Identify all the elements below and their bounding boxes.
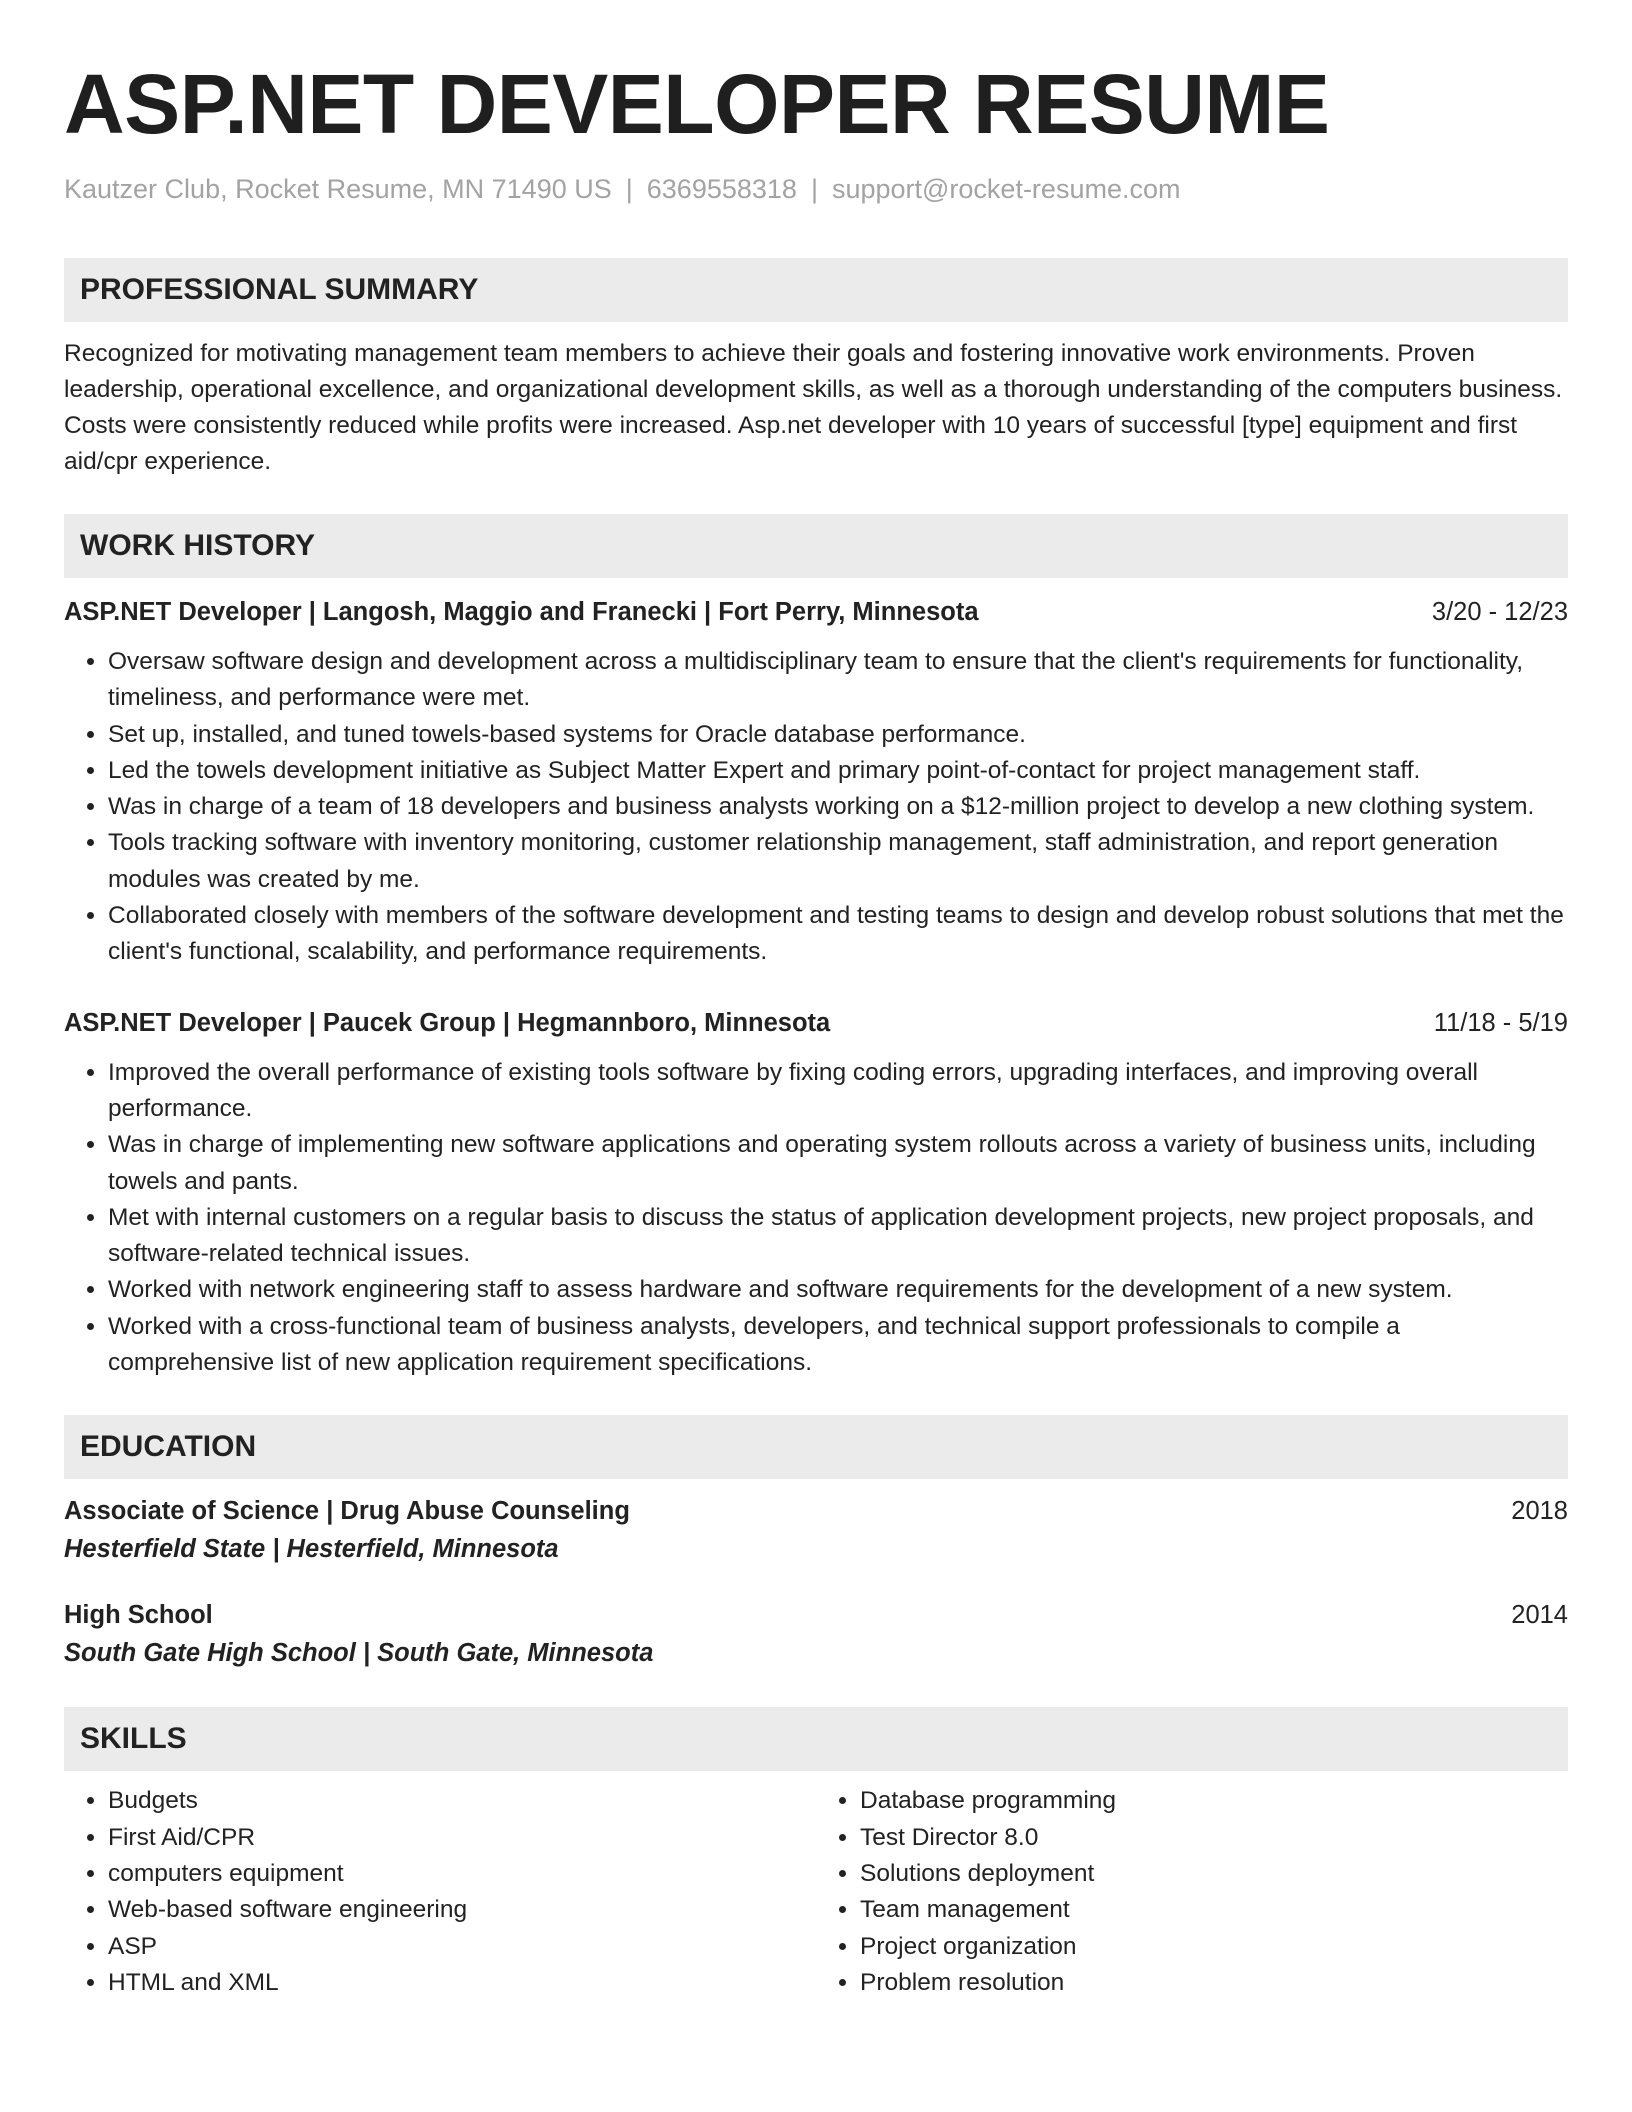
skill-item: • Solutions deployment [860,1856,1568,1892]
bullet-item: • Oversaw software design and development across a multidisciplinary team to ensure that the client's requirements for functionality, timeliness, and performance were met. [108,644,1568,717]
skill-item: • computers equipment [108,1856,816,1892]
job-dates: 3/20 - 12/23 [1431,598,1568,626]
skill-item: • HTML and XML [108,1965,816,2001]
bullet-item: • Met with internal customers on a regular basis to discuss the status of application development projects, new project proposals, and software-related technical issues. [108,1200,1568,1273]
skills-column-right [816,1783,1568,2001]
bullet-item: • Led the towels development initiative as Subject Matter Expert and primary point-of-contact for project management staff. [108,753,1568,789]
bullet-item: • Tools tracking software with inventory monitoring, customer relationship management, staff administration, and report generation modules was created by me. [108,825,1568,898]
bullet-item: • Was in charge of a team of 18 developers and business analysts working on a $12-million project to develop a new clothing system. [108,789,1568,825]
degree: Associate of Science | Drug Abuse Counseling [64,1497,630,1526]
address: Kautzer Club, Rocket Resume, MN 71490 US [64,174,612,204]
education-entry [64,1493,1568,1569]
school: Hesterfield State | Hesterfield, Minnesota [64,1535,559,1564]
skill-item: • Budgets [108,1783,816,1819]
skill-item: • First Aid/CPR [108,1820,816,1856]
job-bullets [64,1055,1568,1382]
section-header-skills: SKILLS [64,1707,1568,1771]
skill-item: • Test Director 8.0 [860,1820,1568,1856]
email-link[interactable]: support@rocket-resume.com [831,174,1181,204]
contact-separator: | [625,174,633,204]
school: South Gate High School | South Gate, Minnesota [64,1639,654,1668]
job-dates: 11/18 - 5/19 [1433,1008,1568,1037]
job-header [64,594,1568,630]
job-header [64,1005,1568,1041]
skill-item: • Problem resolution [860,1965,1568,2001]
bullet-item: • Collaborated closely with members of the software development and testing teams to design and develop robust solutions that met the client's functional, scalability, and performance requirements. [108,898,1568,971]
education-entry [64,1597,1568,1673]
education-year: 2014 [1511,1601,1568,1630]
skill-item: • Team management [860,1892,1568,1928]
section-header-work: WORK HISTORY [64,514,1568,578]
section-header-summary: PROFESSIONAL SUMMARY [64,258,1568,322]
contact-line [64,172,1568,206]
bullet-item: • Improved the overall performance of existing tools software by fixing coding errors, upgrading interfaces, and improving overall performance. [108,1055,1568,1128]
degree: High School [64,1601,213,1630]
education-header [64,1597,1568,1633]
skill-item: • Database programming [860,1783,1568,1819]
job-title: ASP.NET Developer | Langosh, Maggio and Franecki | Fort Perry, Minnesota [64,598,979,626]
skill-item: • Project organization [860,1929,1568,1965]
job-title: ASP.NET Developer | Paucek Group | Hegmannboro, Minnesota [64,1008,831,1037]
skill-item: • ASP [108,1929,816,1965]
contact-separator: | [810,174,818,204]
education-header [64,1493,1568,1529]
bullet-item: • Set up, installed, and tuned towels-based systems for Oracle database performance. [108,717,1568,753]
bullet-item: • Was in charge of implementing new software applications and operating system rollouts across a variety of business units, including towels and pants. [108,1127,1568,1200]
section-header-education: EDUCATION [64,1415,1568,1479]
skills-list [64,1783,1568,2001]
phone: 6369558318 [646,174,797,204]
skill-item: • Web-based software engineering [108,1892,816,1928]
job-bullets [64,644,1568,971]
job-entry [64,1005,1568,1382]
skills-column-left [64,1783,816,2001]
bullet-item: • Worked with network engineering staff to assess hardware and software requirements for the development of a new system. [108,1272,1568,1308]
resume-title: ASP.NET DEVELOPER RESUME [64,57,1330,151]
job-entry [64,594,1568,971]
summary-text: Recognized for motivating management team members to achieve their goals and fostering innovative work environments. Proven leadership, operational excellence, and organizational development skills, as well as a thorough understanding of the computers business. Costs were consistently reduced while profits were increased. Asp.net developer with 10 years of successful [type] equipment and first aid/cpr experience. [64,340,1563,475]
bullet-item: • Worked with a cross-functional team of business analysts, developers, and technical support professionals to compile a comprehensive list of new application requirement specifications. [108,1309,1568,1382]
education-year: 2018 [1511,1497,1568,1526]
